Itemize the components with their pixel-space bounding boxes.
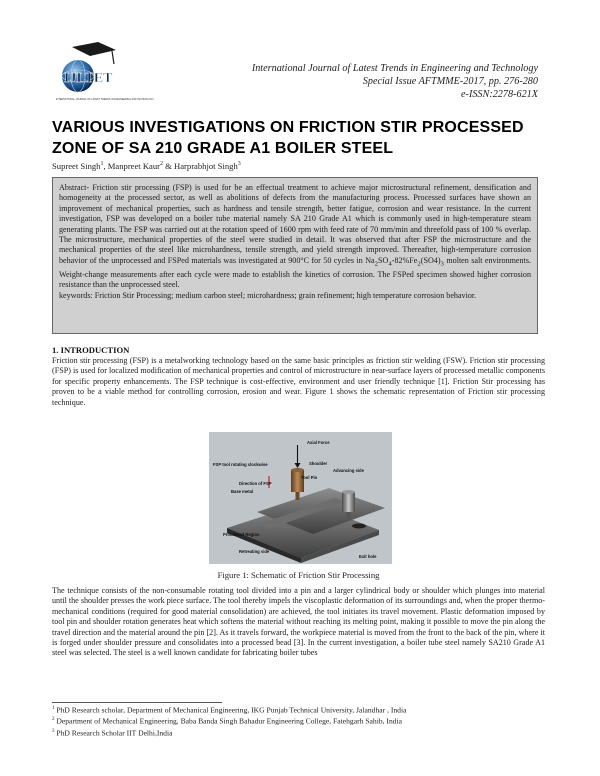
label-axial-force: Axial Force xyxy=(307,440,330,445)
footnote-2 xyxy=(52,715,545,726)
paper-title: VARIOUS INVESTIGATIONS ON FRICTION STIR PROCESSED ZONE OF SA 210 GRADE A1 BOILER STEEL xyxy=(52,119,524,157)
subscript: 2 xyxy=(374,260,379,268)
author-3: & Harprabhjot Singh xyxy=(163,161,238,171)
fsp-tool xyxy=(291,470,304,492)
footnote-mark: 2 xyxy=(52,717,55,723)
label-base-metal: Base metal xyxy=(231,489,254,494)
journal-header xyxy=(208,62,538,101)
abstract-box xyxy=(52,177,538,334)
subscript: 3 xyxy=(440,260,444,268)
abstract-text xyxy=(59,183,531,291)
intro-paragraph: Friction stir processing (FSP) is a metalworking technology based on the same basic principles as friction stir welding (FSW). Friction stir processing (FSP) is used for localized modification of mechanical properties and control of microstructure in near-surface layers of processed metallic components for specific property enhancements. The FSP technique is cost-effective, environment and user friendly technique [1]. Friction Stir processing has proven to be a viable method for controlling corrosion, erosion and wear. Figure 1 shows the schematic representation of Friction stir processing technique. xyxy=(52,356,545,407)
formula-part: SO xyxy=(378,255,389,265)
abstract-body-end: molten salt environments. Weight-change measurements after each cycle were made to establish the kinetics of corrosion. The FSPed specimen showed higher corrosion resistance than the unprocessed steel. xyxy=(59,255,531,290)
figure-caption: Figure 1: Schematic of Friction Stir Processing xyxy=(217,570,380,580)
author-2: , Manpreet Kaur xyxy=(103,161,161,171)
label-direction: Direction of FSP xyxy=(239,481,272,486)
figure-1 xyxy=(209,432,392,564)
footnote-text: PhD Research scholar, Department of Mechanical Engineering, IKG Punjab Technical University, Jalandhar , India xyxy=(54,705,407,715)
footnote-mark: 1 xyxy=(52,706,55,711)
author-1-affiliation: 1 xyxy=(100,161,104,168)
author-2-affiliation: 2 xyxy=(160,161,164,168)
journal-name: International Journal of Latest Trends in Engineering and Technology xyxy=(251,63,538,74)
label-retreating: Retreating side xyxy=(239,549,270,554)
footnote-3 xyxy=(52,727,545,738)
journal-issn: e-ISSN:2278-621X xyxy=(461,89,538,100)
footnote-mark: 3 xyxy=(52,728,55,734)
mortarboard-icon xyxy=(72,42,116,56)
logo-subtitle: INTERNATIONAL JOURNAL OF LATEST TRENDS IN ENGINEERING AND TECHNOLOGY xyxy=(56,98,154,101)
fsp-schematic xyxy=(209,432,392,564)
author-1: Supreet Singh xyxy=(52,161,101,171)
label-advancing: Advancing side xyxy=(333,468,364,473)
author-3-affiliation: 3 xyxy=(237,161,241,168)
body-paragraph: The technique consists of the non-consumable rotating tool divided into a pin and a larger cylindrical body or shoulder which plunges into material until the shoulder presses the work piece surface. The tool thereby impels the viscoplastic deformation of its surroundings and, when the proper thermo- mechanical conditions (required for good material consolidation) are achieved, the tool initiates its travel movement. Plastic deformation imposed by tool pin and shoulder rotation generates heat which softens the material without reaching its melting point, making it possible to move the pin along the travel direction and the material around the pin [2]. As it travels forward, the workpiece material is moved from the front to the back of the pin, where it is forged under shoulder pressure and consolidates into a processed bead [3]. In the current investigation, a boiler tube steel namely SA210 Grade A1 steel was selected. The steel is a well known candidate for fabricating boiler tubes xyxy=(52,586,545,658)
subscript: 4 xyxy=(388,260,392,268)
exit-hole xyxy=(352,524,366,529)
keywords: keywords: Friction Stir Processing; medium carbon steel; microhardness; grain refinement; high temperature corrosion behavior. xyxy=(59,290,477,300)
label-tool-pin: Tool Pin xyxy=(301,475,318,480)
logo-text: IJLTET xyxy=(64,71,113,86)
formula-part: -82%Fe xyxy=(391,255,418,265)
fsp-tool-2 xyxy=(342,492,355,512)
subscript: 2 xyxy=(417,260,421,268)
footnote-text: Department of Mechanical Engineering, Baba Banda Singh Bahadur Engineering College, Fatehgarh Sahib, India xyxy=(54,716,403,726)
label-shoulder: Shoulder xyxy=(309,461,328,466)
abstract-body: Abstract- Friction stir processing (FSP) is used for be an effectual treatment to achieve major microstructural refinement, densification and homogeneity at the processed sector, as well as abolitions of defects from the manufacturing process. Processed surfaces have shown an improvement of mechanical properties, such as hardness and tensile strength, better fatigue, corrosion and wear resistance. In the current investigation, FSP was developed on a boiler tube material namely SA 210 Grade A1 which is commonly used in high-temperature steam generating plants. The FSP was carried out at the rotation speed of 1600 rpm with feed rate of 70 mm/min and threefold pass of 100 % overlap. The microstructure, mechanical properties of the steel were studied in detail. It was observed that after FSP the microstructure and the mechanical properties of the steel like microhardness, tensile strength, and yield strength improved. Thereafter, high-temperature corrosion behavior of the unprocessed and FSPed materials was investigated at 900°C for 50 cycles in Na xyxy=(59,183,531,265)
journal-issue: Special Issue AFTMME-2017, pp. 276-280 xyxy=(362,76,538,87)
section-heading: 1. INTRODUCTION xyxy=(52,345,130,355)
formula-part: (SO4) xyxy=(420,255,441,265)
footnote-1 xyxy=(52,704,545,715)
label-tool-rotating: FSP tool rotating clockwise xyxy=(213,462,268,467)
label-processed: Processed Region xyxy=(223,532,260,537)
footnote-rule xyxy=(52,702,222,703)
author-list xyxy=(52,161,241,171)
footnote-text: PhD Research Scholar IIT Delhi,India xyxy=(54,728,173,738)
label-exit-hole: Exit hole xyxy=(359,554,377,559)
journal-logo xyxy=(54,42,154,108)
footnotes xyxy=(52,704,545,738)
